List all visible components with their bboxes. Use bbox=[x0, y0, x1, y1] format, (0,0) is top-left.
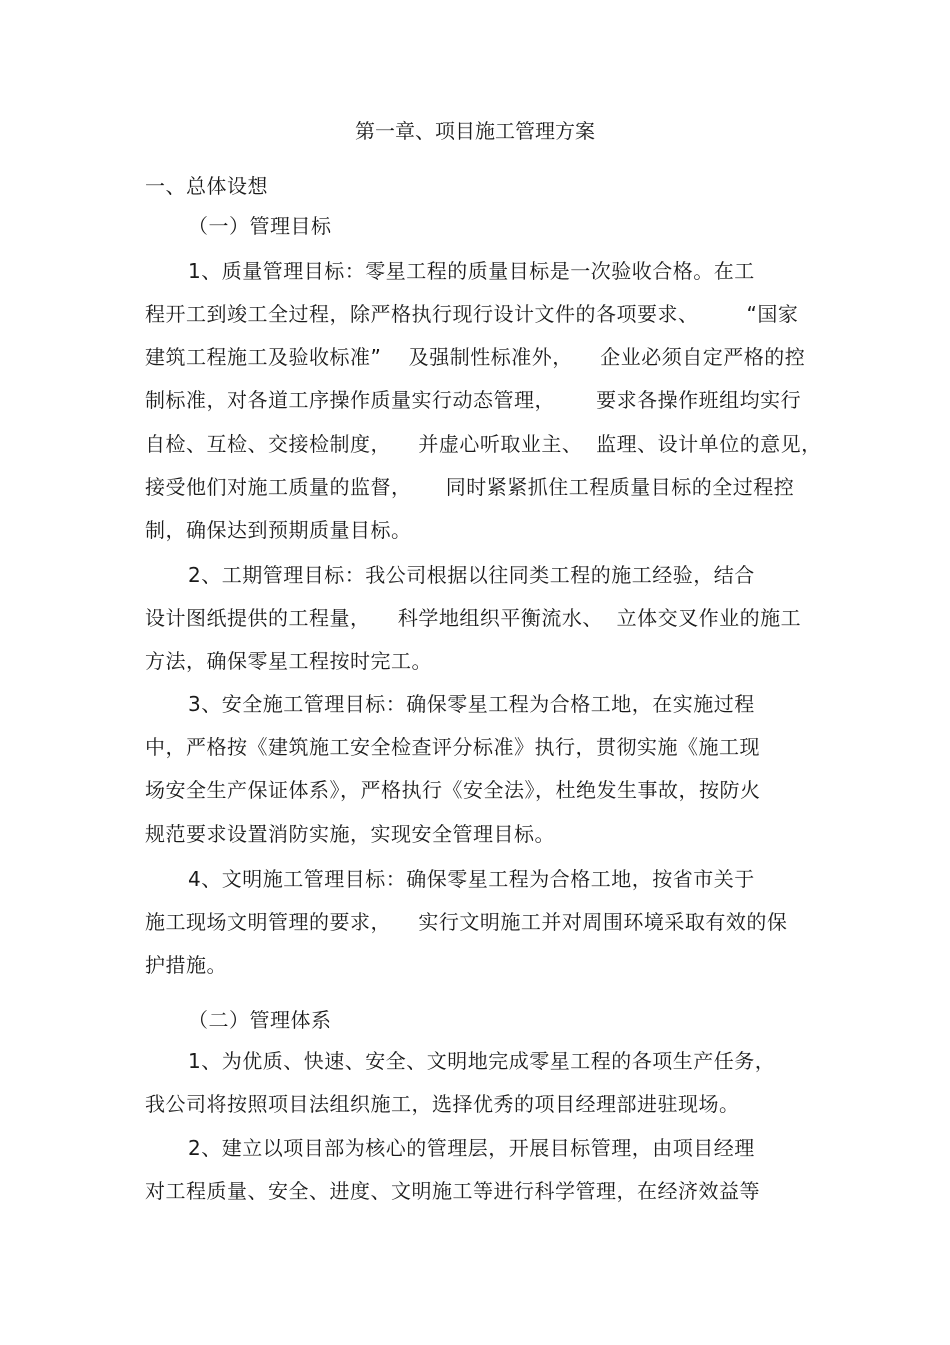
paragraph-line: 规范要求设置消防实施，实现安全管理目标。 bbox=[145, 822, 555, 846]
paragraph-line: 我公司将按照项目法组织施工，选择优秀的项目经理部进驻现场。 bbox=[145, 1092, 740, 1116]
paragraph-line: 接受他们对施工质量的监督， 同时紧紧抓住工程质量目标的全过程控 bbox=[145, 475, 795, 499]
paragraph-line: 2、建立以项目部为核心的管理层，开展目标管理，由项目经理 bbox=[188, 1136, 755, 1160]
subsection-heading: （二）管理体系 bbox=[188, 1008, 332, 1032]
paragraph-line: 建筑工程施工及验收标准” 及强制性标准外， 企业必须自定严格的控 bbox=[145, 345, 806, 369]
paragraph-line: 自检、互检、交接检制度， 并虚心听取业主、 监理、设计单位的意见， bbox=[145, 432, 822, 456]
paragraph-line: 3、安全施工管理目标：确保零星工程为合格工地，在实施过程 bbox=[188, 692, 755, 716]
paragraph-line: 方法，确保零星工程按时完工。 bbox=[145, 649, 432, 673]
paragraph-line: 对工程质量、安全、进度、文明施工等进行科学管理，在经济效益等 bbox=[145, 1179, 760, 1203]
paragraph-line: 1、为优质、快速、安全、文明地完成零星工程的各项生产任务， bbox=[188, 1049, 776, 1073]
paragraph-line: 施工现场文明管理的要求， 实行文明施工并对周围环境采取有效的保 bbox=[145, 910, 788, 934]
paragraph-line: 2、工期管理目标：我公司根据以往同类工程的施工经验，结合 bbox=[188, 563, 755, 587]
section-heading: 一、总体设想 bbox=[145, 174, 268, 198]
paragraph-line: 程开工到竣工全过程，除严格执行现行设计文件的各项要求、 “国家 bbox=[145, 302, 799, 326]
paragraph-line: 4、文明施工管理目标：确保零星工程为合格工地，按省市关于 bbox=[188, 867, 755, 891]
chapter-title: 第一章、项目施工管理方案 bbox=[355, 119, 595, 143]
paragraph-line: 1、质量管理目标：零星工程的质量目标是一次验收合格。在工 bbox=[188, 259, 755, 283]
paragraph-line: 中，严格按《建筑施工安全检查评分标准》执行，贯彻实施《施工现 bbox=[145, 735, 760, 759]
paragraph-line: 制，确保达到预期质量目标。 bbox=[145, 518, 412, 542]
paragraph-line: 制标准，对各道工序操作质量实行动态管理， 要求各操作班组均实行 bbox=[145, 388, 802, 412]
paragraph-line: 设计图纸提供的工程量， 科学地组织平衡流水、 立体交叉作业的施工 bbox=[145, 606, 802, 630]
subsection-heading: （一）管理目标 bbox=[188, 214, 332, 238]
paragraph-line: 场安全生产保证体系》，严格执行《安全法》，杜绝发生事故，按防火 bbox=[145, 778, 761, 802]
paragraph-line: 护措施。 bbox=[145, 953, 227, 977]
